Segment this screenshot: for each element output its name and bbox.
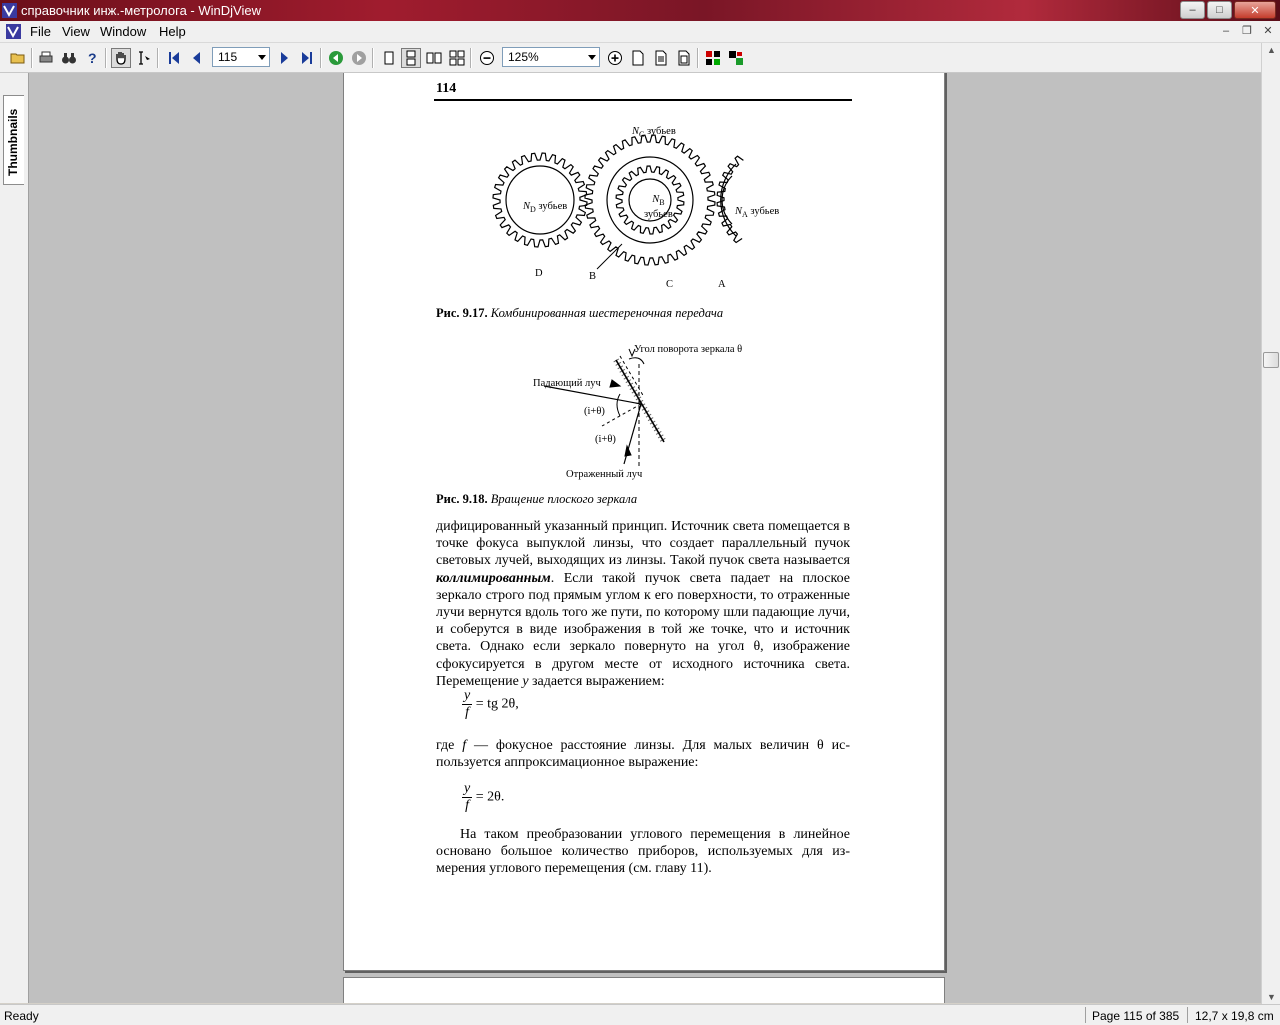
title-bar[interactable] <box>0 0 1280 21</box>
find-binoculars-icon[interactable] <box>59 48 79 68</box>
document-page <box>343 73 945 971</box>
gear-a-label: $N_A$ зубьев <box>735 206 780 220</box>
gear-letter-b: B <box>589 271 597 282</box>
display-mode-color-icon[interactable] <box>703 48 723 68</box>
continuous-facing-icon[interactable] <box>447 48 467 68</box>
maximize-button[interactable]: □ <box>1207 1 1232 19</box>
help-icon[interactable] <box>82 48 102 68</box>
close-button[interactable]: ✕ <box>1234 1 1276 19</box>
window-title: справочник инж.-метролога - WinDjView <box>21 3 261 18</box>
text-select-icon[interactable] <box>134 48 154 68</box>
last-page-icon[interactable] <box>297 48 317 68</box>
gear-letter-d: D <box>535 268 543 279</box>
chevron-down-icon[interactable] <box>258 55 266 60</box>
reflected-ray-label: Отраженный луч <box>566 469 643 480</box>
paragraph-1: дифицированный указанный принцип. Источник света помещается в точке фокуса выпуклой линзы, что создает параллельный пучок световых лучей, выходящих из линзы. Такой пучок света называется коллимированным. Если такой пучок света падает на плоское зеркало строго под прямым углом к его поверхности, то отраженные лучи вернутся вдоль того же пути, по которому шли падающие лучи, и соберутся в виде изображения в той же точке, что и источник света. Однако если зеркало повернуто на угол θ, изображение сфокусируется в другом месте от исходного источника света. Перемещение y задается выражением: <box>436 519 850 689</box>
page-number-value[interactable]: 115 <box>218 50 238 64</box>
paragraph-2: где f — фокусное расстояние линзы. Для малых величин θ используется аппроксимационное выражение: <box>436 738 850 771</box>
document-icon[interactable] <box>6 24 21 39</box>
gear-d <box>493 153 587 247</box>
gear-c-label: $N_C$ зубьев <box>632 126 676 140</box>
zoom-value[interactable]: 125% <box>508 50 539 64</box>
scroll-down-arrow-icon[interactable]: ▼ <box>1267 992 1276 1002</box>
zoom-out-icon[interactable] <box>477 48 497 68</box>
page-header-number: 114 <box>436 81 457 96</box>
sidebar <box>0 73 29 1003</box>
fit-page-icon[interactable] <box>674 48 694 68</box>
print-icon[interactable] <box>36 48 56 68</box>
toolbar <box>0 43 1280 73</box>
page-size: 12,7 x 19,8 cm <box>1195 1009 1274 1023</box>
menu-file[interactable]: File <box>30 24 51 39</box>
menu-help[interactable]: Help <box>159 24 186 39</box>
facing-pages-icon[interactable] <box>424 48 444 68</box>
chevron-down-icon[interactable] <box>588 55 596 60</box>
previous-page-icon[interactable] <box>187 48 207 68</box>
body-text-2 <box>436 737 850 771</box>
angle-label-2: (i+θ) <box>595 434 616 445</box>
gear-b-label: $N_B$ зубьев <box>644 194 673 221</box>
document-minimize-button[interactable]: – <box>1222 25 1230 37</box>
single-page-icon[interactable] <box>379 48 399 68</box>
original-mirror-dashed <box>620 356 644 397</box>
first-page-icon[interactable] <box>164 48 184 68</box>
thumbnails-tab[interactable] <box>3 95 24 185</box>
gear-letter-a: A <box>718 279 726 290</box>
body-text <box>436 518 850 690</box>
zoom-combo[interactable] <box>502 47 600 67</box>
reflected-ray-arrow <box>625 446 631 456</box>
menu-view[interactable]: View <box>62 24 90 39</box>
document-view[interactable] <box>29 73 1261 1003</box>
actual-size-icon[interactable] <box>628 48 648 68</box>
body-text-3 <box>436 826 850 878</box>
document-restore-button[interactable]: ❐ <box>1242 25 1252 37</box>
gear-d-label: $N_D$ зубьев <box>523 201 568 215</box>
open-folder-icon[interactable] <box>8 48 28 68</box>
figure-9-17-caption: Рис. 9.17. Комбинированная шестереночная передача <box>436 306 724 320</box>
windjview-app-icon[interactable] <box>2 3 17 18</box>
angle-label-1: (i+θ) <box>584 406 605 417</box>
display-mode-layers-icon[interactable] <box>726 48 746 68</box>
formula-1: $\frac{y}{f}$ = tg 2θ, <box>464 688 519 720</box>
angle-arc-1 <box>617 394 620 416</box>
gear-letter-c: C <box>666 279 674 290</box>
forward-icon[interactable] <box>349 48 369 68</box>
vertical-scrollbar[interactable] <box>1261 43 1280 1004</box>
svg-text:?: ? <box>88 50 97 66</box>
mirror-angle-label: Угол поворота зеркала θ <box>634 344 743 355</box>
status-bar <box>0 1004 1280 1025</box>
hand-tool-icon[interactable] <box>111 48 131 68</box>
next-document-page <box>343 977 945 1003</box>
scroll-up-arrow-icon[interactable]: ▲ <box>1267 45 1276 55</box>
scrollbar-thumb[interactable] <box>1263 352 1279 368</box>
minimize-button[interactable]: – <box>1180 1 1205 19</box>
document-close-button[interactable]: ✕ <box>1263 25 1273 37</box>
menu-bar <box>0 21 1280 43</box>
rotation-angle-arc <box>629 358 644 364</box>
paragraph-3: На таком преобразовании углового перемещения в линейное основано большое количество приборов, используемых для измерения углового перемещения (см. главу 11). <box>436 827 850 877</box>
status-text: Ready <box>4 1009 39 1023</box>
gear-a <box>717 156 743 242</box>
next-page-icon[interactable] <box>274 48 294 68</box>
figure-9-18-caption: Рис. 9.18. Вращение плоского зеркала <box>436 492 638 506</box>
menu-window[interactable]: Window <box>100 24 147 39</box>
zoom-in-icon[interactable] <box>605 48 625 68</box>
page-number-combo[interactable] <box>212 47 270 67</box>
back-icon[interactable] <box>326 48 346 68</box>
fit-width-icon[interactable] <box>651 48 671 68</box>
formula-2: $\frac{y}{f}$ = 2θ. <box>464 781 505 813</box>
page-info: Page 115 of 385 <box>1092 1009 1180 1023</box>
continuous-page-icon[interactable] <box>401 48 421 68</box>
incident-ray-label: Падающий луч <box>533 378 601 389</box>
incident-ray-arrow <box>610 380 620 387</box>
thumbnails-tab-label: Thumbnails <box>6 108 20 176</box>
